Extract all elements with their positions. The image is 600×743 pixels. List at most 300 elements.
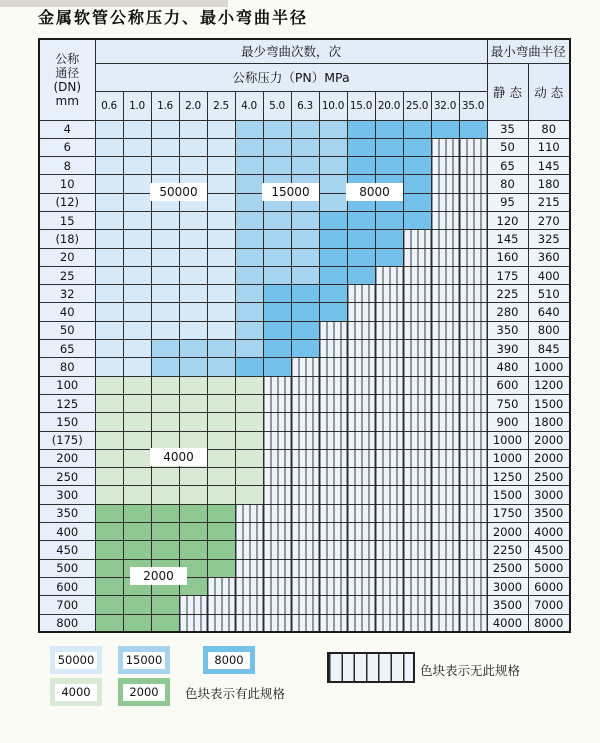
static-radius-cell: 225 (487, 285, 528, 303)
no-spec-cell (431, 523, 459, 541)
no-spec-cell (403, 413, 431, 431)
cycle-count-label: 4000 (150, 448, 207, 466)
spec-cell (235, 248, 263, 266)
spec-cell (207, 138, 235, 156)
no-spec-cell (459, 358, 487, 376)
no-spec-cell (403, 266, 431, 284)
no-spec-cell (459, 175, 487, 193)
table-row (39, 340, 570, 358)
no-spec-cell (459, 230, 487, 248)
spec-cell (263, 358, 291, 376)
no-spec-cell (431, 449, 459, 467)
no-spec-cell (403, 577, 431, 595)
pressure-column-header: 1.6 (151, 91, 179, 120)
no-spec-cell (403, 303, 431, 321)
no-spec-cell (403, 486, 431, 504)
no-spec-cell (319, 431, 347, 449)
no-spec-cell (319, 321, 347, 339)
table-row (39, 303, 570, 321)
no-spec-cell (403, 614, 431, 632)
dn-header-line: 通径 (55, 65, 80, 80)
spec-cell (151, 266, 179, 284)
spec-cell (319, 211, 347, 229)
dn-cell: 100 (39, 376, 95, 394)
no-spec-cell (431, 321, 459, 339)
spec-cell (375, 120, 403, 138)
no-spec-cell (347, 596, 375, 614)
legend-no-spec-text: 色块表示无此规格 (420, 663, 521, 678)
spec-cell (151, 358, 179, 376)
no-spec-cell (291, 468, 319, 486)
spec-cell (347, 157, 375, 175)
no-spec-cell (207, 577, 235, 595)
no-spec-cell (347, 431, 375, 449)
no-spec-cell (347, 504, 375, 522)
dynamic-radius-cell: 845 (528, 340, 570, 358)
dn-cell: 6 (39, 138, 95, 156)
no-spec-cell (291, 577, 319, 595)
dynamic-radius-cell: 215 (528, 193, 570, 211)
no-spec-cell (403, 504, 431, 522)
no-spec-cell (459, 559, 487, 577)
spec-cell (95, 321, 123, 339)
no-spec-cell (375, 266, 403, 284)
no-spec-cell (375, 449, 403, 467)
spec-cell (207, 303, 235, 321)
dn-cell: 300 (39, 486, 95, 504)
no-spec-cell (375, 614, 403, 632)
spec-cell (319, 248, 347, 266)
spec-cell (291, 230, 319, 248)
no-spec-cell (291, 596, 319, 614)
dn-header-line: 公称 (55, 51, 80, 66)
spec-cell (123, 340, 151, 358)
spec-cell (319, 285, 347, 303)
no-spec-cell (179, 596, 207, 614)
no-spec-cell (319, 340, 347, 358)
spec-cell (95, 120, 123, 138)
dn-cell: 20 (39, 248, 95, 266)
spec-cell (123, 175, 151, 193)
no-spec-cell (459, 138, 487, 156)
no-spec-cell (375, 376, 403, 394)
spec-cell (319, 157, 347, 175)
spec-cell (95, 193, 123, 211)
static-column-header: 静 态 (487, 63, 528, 120)
no-spec-cell (459, 193, 487, 211)
spec-cell (235, 230, 263, 248)
spec-cell (179, 340, 207, 358)
dynamic-radius-cell: 1500 (528, 394, 570, 412)
no-spec-cell (319, 394, 347, 412)
no-spec-cell (431, 340, 459, 358)
spec-cell (151, 321, 179, 339)
no-spec-cell (319, 596, 347, 614)
no-spec-cell (459, 248, 487, 266)
no-spec-cell (375, 285, 403, 303)
no-spec-cell (319, 468, 347, 486)
spec-cell (179, 541, 207, 559)
spec-cell (291, 120, 319, 138)
no-spec-cell (347, 376, 375, 394)
spec-cell (95, 358, 123, 376)
no-spec-cell (319, 413, 347, 431)
dn-cell: (18) (39, 230, 95, 248)
spec-cell (151, 120, 179, 138)
static-radius-cell: 175 (487, 266, 528, 284)
no-spec-cell (179, 614, 207, 632)
spec-cell (207, 394, 235, 412)
no-spec-cell (403, 541, 431, 559)
dn-cell: 50 (39, 321, 95, 339)
spec-cell (179, 394, 207, 412)
spec-cell (95, 431, 123, 449)
spec-cell (235, 138, 263, 156)
table-row (39, 321, 570, 339)
no-spec-cell (459, 394, 487, 412)
spec-cell (431, 120, 459, 138)
static-radius-cell: 1250 (487, 468, 528, 486)
no-spec-cell (319, 614, 347, 632)
no-spec-cell (403, 285, 431, 303)
pressure-column-header: 35.0 (459, 91, 487, 120)
spec-cell (403, 211, 431, 229)
legend-swatch-value: 2000 (123, 684, 165, 701)
dynamic-radius-cell: 180 (528, 175, 570, 193)
spec-cell (123, 193, 151, 211)
spec-cell (291, 303, 319, 321)
spec-cell (151, 157, 179, 175)
spec-cell (123, 431, 151, 449)
no-spec-cell (347, 577, 375, 595)
dynamic-radius-cell: 400 (528, 266, 570, 284)
table-row (39, 266, 570, 284)
spec-cell (235, 175, 263, 193)
spec-cell (95, 559, 123, 577)
dn-cell: 600 (39, 577, 95, 595)
pressure-column-header: 25.0 (403, 91, 431, 120)
no-spec-cell (459, 577, 487, 595)
no-spec-cell (375, 596, 403, 614)
dn-cell: 65 (39, 340, 95, 358)
table-row (39, 504, 570, 522)
dynamic-radius-cell: 80 (528, 120, 570, 138)
min-bend-radius-header: 最小弯曲半径 (487, 39, 570, 63)
spec-cell (179, 230, 207, 248)
spec-cell (319, 138, 347, 156)
spec-cell (207, 541, 235, 559)
no-spec-cell (431, 138, 459, 156)
legend-swatch-value: 50000 (55, 652, 97, 669)
spec-cell (375, 230, 403, 248)
spec-cell (95, 266, 123, 284)
dn-cell: 500 (39, 559, 95, 577)
spec-cell (179, 157, 207, 175)
spec-cell (263, 138, 291, 156)
dn-cell: (12) (39, 193, 95, 211)
table-row (39, 468, 570, 486)
spec-cell (95, 376, 123, 394)
dn-header-cell (39, 39, 95, 120)
spec-cell (123, 596, 151, 614)
spec-cell (375, 211, 403, 229)
pressure-column-header: 15.0 (347, 91, 375, 120)
no-spec-cell (375, 303, 403, 321)
spec-cell (95, 175, 123, 193)
table-row (39, 394, 570, 412)
no-spec-cell (319, 541, 347, 559)
spec-cell (207, 504, 235, 522)
no-spec-cell (347, 340, 375, 358)
legend-swatch-value: 15000 (123, 652, 165, 669)
spec-cell (151, 285, 179, 303)
spec-cell (95, 577, 123, 595)
pressure-bend-table (38, 38, 571, 633)
spec-cell (319, 266, 347, 284)
pressure-column-header: 1.0 (123, 91, 151, 120)
no-spec-cell (375, 413, 403, 431)
table-row (39, 413, 570, 431)
no-spec-cell (403, 340, 431, 358)
table-row (39, 211, 570, 229)
cycle-count-label: 8000 (346, 183, 403, 201)
static-radius-cell: 145 (487, 230, 528, 248)
no-spec-cell (431, 431, 459, 449)
no-spec-cell (347, 303, 375, 321)
spec-cell (123, 449, 151, 467)
spec-cell (235, 431, 263, 449)
spec-cell (123, 120, 151, 138)
spec-cell (263, 120, 291, 138)
no-spec-cell (347, 486, 375, 504)
no-spec-cell (347, 394, 375, 412)
dn-cell: 40 (39, 303, 95, 321)
no-spec-cell (291, 614, 319, 632)
no-spec-cell (207, 614, 235, 632)
spec-cell (151, 596, 179, 614)
no-spec-cell (319, 577, 347, 595)
nominal-pressure-header: 公称压力（PN）MPa (95, 63, 487, 91)
bend-cycles-header: 最少弯曲次数，次 (95, 39, 487, 63)
no-spec-cell (291, 431, 319, 449)
static-radius-cell: 2250 (487, 541, 528, 559)
spec-cell (207, 211, 235, 229)
pressure-column-header: 0.6 (95, 91, 123, 120)
spec-cell (179, 321, 207, 339)
table-row (39, 614, 570, 632)
spec-cell (403, 120, 431, 138)
no-spec-cell (347, 285, 375, 303)
dn-cell: 450 (39, 541, 95, 559)
spec-cell (179, 523, 207, 541)
dynamic-radius-cell: 3000 (528, 486, 570, 504)
no-spec-cell (403, 230, 431, 248)
no-spec-cell (235, 523, 263, 541)
dn-cell: 250 (39, 468, 95, 486)
spec-cell (179, 211, 207, 229)
dynamic-radius-cell: 800 (528, 321, 570, 339)
spec-cell (347, 211, 375, 229)
no-spec-cell (431, 376, 459, 394)
spec-cell (263, 211, 291, 229)
no-spec-cell (291, 504, 319, 522)
no-spec-cell (375, 340, 403, 358)
no-spec-cell (431, 248, 459, 266)
spec-cell (291, 340, 319, 358)
dn-cell: 4 (39, 120, 95, 138)
static-radius-cell: 3500 (487, 596, 528, 614)
spec-cell (291, 211, 319, 229)
dn-cell: 32 (39, 285, 95, 303)
no-spec-cell (375, 321, 403, 339)
spec-cell (179, 303, 207, 321)
no-spec-cell (431, 541, 459, 559)
no-spec-cell (263, 413, 291, 431)
no-spec-cell (403, 248, 431, 266)
dn-header-line: mm (55, 93, 79, 108)
spec-cell (207, 321, 235, 339)
spec-cell (123, 248, 151, 266)
legend-no-spec-swatch (327, 652, 415, 683)
spec-cell (179, 468, 207, 486)
dynamic-radius-cell: 2500 (528, 468, 570, 486)
spec-cell (375, 157, 403, 175)
spec-cell (207, 431, 235, 449)
no-spec-cell (431, 596, 459, 614)
static-radius-cell: 390 (487, 340, 528, 358)
spec-cell (207, 285, 235, 303)
spec-cell (95, 413, 123, 431)
dn-cell: 400 (39, 523, 95, 541)
no-spec-cell (431, 175, 459, 193)
spec-cell (123, 614, 151, 632)
no-spec-cell (403, 559, 431, 577)
spec-cell (263, 157, 291, 175)
spec-cell (319, 230, 347, 248)
static-radius-cell: 3000 (487, 577, 528, 595)
table-row (39, 577, 570, 595)
spec-cell (179, 120, 207, 138)
no-spec-cell (319, 358, 347, 376)
spec-cell (207, 175, 235, 193)
no-spec-cell (431, 193, 459, 211)
no-spec-cell (403, 376, 431, 394)
spec-cell (263, 285, 291, 303)
spec-cell (95, 211, 123, 229)
dn-cell: 200 (39, 449, 95, 467)
no-spec-cell (263, 449, 291, 467)
no-spec-cell (319, 523, 347, 541)
dynamic-column-header: 动 态 (528, 63, 570, 120)
legend-swatch-2000 (118, 678, 170, 706)
spec-cell (123, 541, 151, 559)
no-spec-cell (431, 577, 459, 595)
no-spec-cell (459, 614, 487, 632)
no-spec-cell (375, 504, 403, 522)
no-spec-cell (431, 157, 459, 175)
spec-cell (95, 541, 123, 559)
spec-cell (151, 413, 179, 431)
no-spec-cell (431, 303, 459, 321)
spec-cell (459, 120, 487, 138)
spec-cell (235, 340, 263, 358)
no-spec-cell (431, 504, 459, 522)
spec-cell (179, 486, 207, 504)
spec-cell (263, 266, 291, 284)
spec-cell (375, 138, 403, 156)
no-spec-cell (347, 321, 375, 339)
spec-cell (95, 230, 123, 248)
spec-cell (235, 486, 263, 504)
spec-cell (123, 394, 151, 412)
spec-cell (319, 193, 347, 211)
spec-cell (235, 413, 263, 431)
spec-cell (151, 523, 179, 541)
spec-cell (235, 358, 263, 376)
spec-cell (179, 248, 207, 266)
spec-cell (123, 138, 151, 156)
dynamic-radius-cell: 3500 (528, 504, 570, 522)
no-spec-cell (375, 486, 403, 504)
spec-cell (235, 193, 263, 211)
spec-cell (207, 413, 235, 431)
pressure-column-header: 20.0 (375, 91, 403, 120)
legend-swatch-8000 (203, 646, 255, 674)
table-row (39, 230, 570, 248)
no-spec-cell (347, 614, 375, 632)
spec-cell (291, 266, 319, 284)
dn-cell: 800 (39, 614, 95, 632)
dynamic-radius-cell: 110 (528, 138, 570, 156)
spec-cell (207, 449, 235, 467)
spec-cell (95, 285, 123, 303)
spec-cell (375, 248, 403, 266)
table-row (39, 559, 570, 577)
spec-cell (263, 321, 291, 339)
dynamic-radius-cell: 4500 (528, 541, 570, 559)
spec-cell (151, 248, 179, 266)
no-spec-cell (319, 449, 347, 467)
static-radius-cell: 280 (487, 303, 528, 321)
spec-cell (95, 449, 123, 467)
no-spec-cell (263, 504, 291, 522)
no-spec-cell (291, 523, 319, 541)
spec-cell (235, 157, 263, 175)
spec-cell (207, 230, 235, 248)
pressure-column-header: 6.3 (291, 91, 319, 120)
no-spec-cell (431, 468, 459, 486)
table-row (39, 376, 570, 394)
no-spec-cell (235, 596, 263, 614)
spec-cell (403, 138, 431, 156)
spec-cell (95, 340, 123, 358)
spec-cell (95, 394, 123, 412)
spec-cell (347, 120, 375, 138)
no-spec-cell (459, 431, 487, 449)
no-spec-cell (459, 523, 487, 541)
legend-swatch-15000 (118, 646, 170, 674)
spec-cell (123, 285, 151, 303)
dynamic-radius-cell: 7000 (528, 596, 570, 614)
spec-cell (235, 120, 263, 138)
spec-cell (207, 358, 235, 376)
spec-cell (151, 614, 179, 632)
spec-cell (95, 157, 123, 175)
spec-cell (291, 248, 319, 266)
dn-cell: 10 (39, 175, 95, 193)
dynamic-radius-cell: 4000 (528, 523, 570, 541)
dn-cell: 80 (39, 358, 95, 376)
